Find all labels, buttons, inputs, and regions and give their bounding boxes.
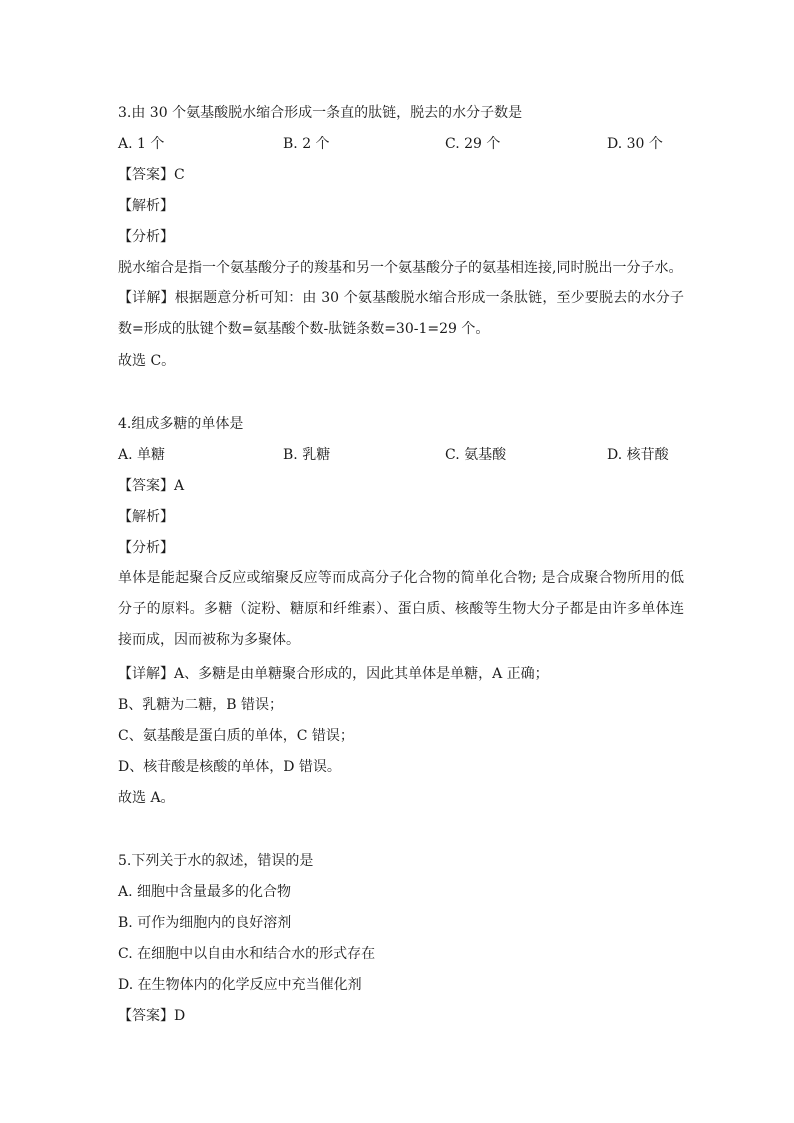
q3-option-c: C. 29 个 — [445, 136, 501, 152]
q4-option-d: D. 核苷酸 — [607, 447, 669, 463]
q4-detail-b: B、乳糖为二糖，B 错误； — [118, 697, 284, 713]
q4-stem: 4.组成多糖的单体是 — [118, 416, 244, 432]
q4-detail-a: 【详解】A、多糖是由单糖聚合形成的，因此其单体是单糖，A 正确； — [118, 666, 549, 682]
q4-jiexi-heading: 【解析】 — [118, 509, 174, 525]
q3-option-b: B. 2 个 — [283, 136, 330, 152]
q3-option-a: A. 1 个 — [118, 136, 165, 152]
q4-analysis: 单体是能起聚合反应或缩聚反应等而成高分子化合物的简单化合物; 是合成聚合物所用的低分子的原料。多糖（淀粉、糖原和纤维素）、蛋白质、核酸等生物大分子都是由许多单体连接而成，因而被称为多聚体。 — [118, 570, 684, 648]
q3-analysis: 脱水缩合是指一个氨基酸分子的羧基和另一个氨基酸分子的氨基相连接,同时脱出一分子水。 — [118, 260, 683, 276]
q3-conclusion: 故选 C。 — [118, 353, 176, 369]
q5-option-c: C. 在细胞中以自由水和结合水的形式存在 — [118, 946, 376, 962]
q5-answer: 【答案】D — [118, 1008, 186, 1024]
q5-option-a: A. 细胞中含量最多的化合物 — [118, 884, 292, 900]
q3-answer: 【答案】C — [118, 167, 185, 183]
q3-fenxi-heading: 【分析】 — [118, 229, 174, 245]
q3-stem: 3.由 30 个氨基酸脱水缩合形成一条直的肽链，脱去的水分子数是 — [118, 105, 523, 121]
q3-option-d: D. 30 个 — [607, 136, 663, 152]
q4-conclusion: 故选 A。 — [118, 790, 175, 806]
q5-stem: 5.下列关于水的叙述，错误的是 — [118, 853, 314, 869]
q4-fenxi-heading: 【分析】 — [118, 540, 174, 556]
q5-option-b: B. 可作为细胞内的良好溶剂 — [118, 915, 292, 931]
q4-option-b: B. 乳糖 — [283, 447, 331, 463]
q4-detail-c: C、氨基酸是蛋白质的单体，C 错误； — [118, 728, 354, 744]
q3-detail: 【详解】根据题意分析可知：由 30 个氨基酸脱水缩合形成一条肽链，至少要脱去的水分子数=形成的肽键个数=氨基酸个数-肽链条数=30-1=29 个。 — [118, 290, 684, 337]
q4-detail-d: D、核苷酸是核酸的单体，D 错误。 — [118, 759, 341, 775]
q5-option-d: D. 在生物体内的化学反应中充当催化剂 — [118, 977, 362, 993]
q3-jiexi-heading: 【解析】 — [118, 198, 174, 214]
q4-option-c: C. 氨基酸 — [445, 447, 507, 463]
q4-option-a: A. 单糖 — [118, 447, 166, 463]
q4-answer: 【答案】A — [118, 478, 185, 494]
